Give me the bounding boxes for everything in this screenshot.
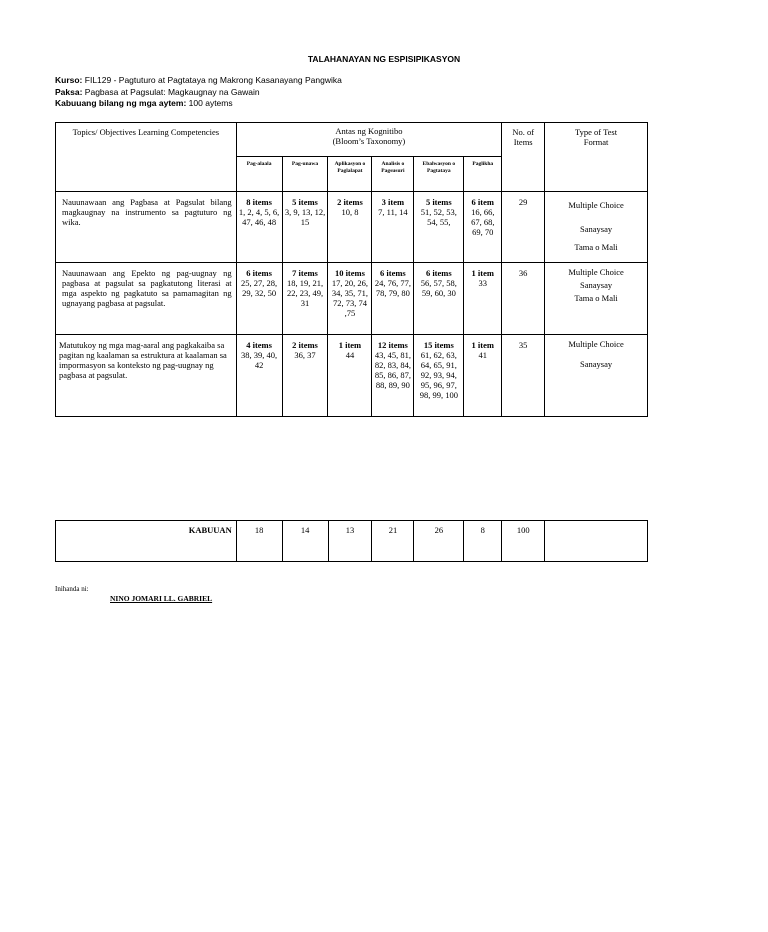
format-cell xyxy=(545,335,648,417)
total-value: 13 xyxy=(328,521,372,562)
item-count: 1 item xyxy=(471,268,494,278)
item-numbers: 43, 45, 81, 82, 83, 84, 85, 86, 87, 88, 89, 90 xyxy=(374,350,411,390)
paksa-value: Pagbasa at Pagsulat: Magkaugnay na Gawain xyxy=(84,86,260,97)
course-info xyxy=(55,75,342,110)
level-cell xyxy=(236,192,282,263)
item-count: 7 items xyxy=(292,268,318,278)
header-level: Paglikha xyxy=(464,157,502,192)
prepared-by-label: Inihanda ni: xyxy=(55,585,89,593)
item-count: 10 items xyxy=(334,268,365,278)
format-item: Sanaysay xyxy=(580,224,613,234)
paksa-label: Paksa: xyxy=(55,86,83,97)
specification-table xyxy=(55,122,648,417)
header-type xyxy=(545,123,648,192)
item-count: 6 items xyxy=(425,268,452,278)
format-item: Tama o Mali xyxy=(574,242,618,252)
item-numbers: 16, 66, 67, 68, 69, 70 xyxy=(471,207,495,237)
header-level: Pag-unawa xyxy=(282,157,328,192)
no-items-cell: 29 xyxy=(502,192,545,263)
kurso-label: Kurso: xyxy=(55,75,83,85)
header-level: Ebalwasyon o Pagtataya xyxy=(414,157,464,192)
item-numbers: 18, 19, 21, 22, 23, 49, 31 xyxy=(286,278,324,308)
header-type-line2: Format xyxy=(583,137,609,147)
item-count: 8 items xyxy=(246,197,272,207)
item-numbers: 1, 2, 4, 5, 6, 47, 46, 48 xyxy=(238,207,280,227)
item-count: 6 items xyxy=(380,268,406,278)
total-label: KABUUAN xyxy=(56,521,237,562)
header-no-items-line1: No. of xyxy=(512,127,535,137)
item-count: 6 items xyxy=(246,268,272,278)
level-cell xyxy=(236,335,282,417)
item-numbers: 25, 27, 28, 29, 32, 50 xyxy=(241,278,278,298)
level-cell xyxy=(464,192,502,263)
table-row xyxy=(56,192,648,263)
item-numbers: 44 xyxy=(345,350,355,360)
item-count: 6 item xyxy=(471,197,494,207)
header-level: Pag-alaala xyxy=(236,157,282,192)
item-numbers: 17, 20, 26, 34, 35, 71, 72, 73, 74 ,75 xyxy=(331,278,368,318)
topic-cell: Matutukoy ng mga mag-aaral ang pagkakaiba sa pagitan ng kaalaman sa estruktura at kaalaman sa impormasyon sa konteksto ng pag-uugnay ng pagbasa at pagsulat. xyxy=(56,335,237,417)
no-items-cell: 36 xyxy=(502,263,545,335)
item-numbers: 38, 39, 40, 42 xyxy=(241,350,278,370)
format-item: Sanaysay xyxy=(580,280,613,290)
paksa-line xyxy=(55,87,342,99)
item-numbers: 41 xyxy=(478,350,487,360)
item-numbers: 7, 11, 14 xyxy=(378,207,408,217)
total-value: 14 xyxy=(282,521,328,562)
kabuuan-line xyxy=(55,98,342,110)
item-numbers: 24, 76, 77, 78, 79, 80 xyxy=(374,278,411,298)
item-count: 1 item xyxy=(471,340,494,350)
level-cell xyxy=(414,263,464,335)
header-no-items-line2: Items xyxy=(513,137,533,147)
topic-cell: Nauunawaan ang Pagbasa at Pagsulat bilang magkaugnay na instrumento sa pagtuturo ng wika. xyxy=(56,192,237,263)
table-row xyxy=(56,335,648,417)
level-cell xyxy=(372,192,414,263)
total-format-empty xyxy=(545,521,648,562)
header-antas-line1: Antas ng Kognitibo xyxy=(335,126,403,136)
item-count: 2 items xyxy=(337,197,363,207)
document-title: TALAHANAYAN NG ESPISIPIKASYON xyxy=(307,54,461,64)
level-cell xyxy=(236,263,282,335)
level-cell xyxy=(464,263,502,335)
item-numbers: 10, 8 xyxy=(341,207,359,217)
item-numbers: 61, 62, 63, 64, 65, 91, 92, 93, 94, 95, 96, 97, 98, 99, 100 xyxy=(419,350,458,400)
item-numbers: 56, 57, 58, 59, 60, 30 xyxy=(420,278,457,298)
item-numbers: 51, 52, 53, 54, 55, xyxy=(420,207,457,227)
format-cell xyxy=(545,263,648,335)
item-numbers: 33 xyxy=(478,278,487,288)
level-cell xyxy=(372,263,414,335)
format-item: Tama o Mali xyxy=(574,293,618,303)
format-item: Sanaysay xyxy=(580,359,613,369)
level-cell xyxy=(414,192,464,263)
header-type-line1: Type of Test xyxy=(575,127,618,137)
header-antas-line2: (Bloom’s Taxonomy) xyxy=(332,136,406,146)
item-count: 5 items xyxy=(425,197,452,207)
item-numbers: 36, 37 xyxy=(294,350,316,360)
header-topics: Topics/ Objectives Learning Competencies xyxy=(56,123,237,192)
total-value: 26 xyxy=(414,521,464,562)
total-no-items: 100 xyxy=(502,521,545,562)
item-count: 3 item xyxy=(381,197,405,207)
format-item: Multiple Choice xyxy=(568,267,624,277)
level-cell xyxy=(328,192,372,263)
no-items-cell: 35 xyxy=(502,335,545,417)
level-cell xyxy=(282,263,328,335)
level-cell xyxy=(414,335,464,417)
total-row xyxy=(56,521,648,562)
kabuuan-value: 100 aytems xyxy=(188,98,233,108)
item-count: 5 items xyxy=(292,197,318,207)
header-level: Aplikasyon o Paglalapat xyxy=(328,157,372,192)
item-count: 4 items xyxy=(246,340,272,350)
topic-cell: Nauunawaan ang Epekto ng pag-uugnay ng pagbasa at pagsulat sa pagkatutong literasi at mga aspekto ng pagkatuto sa pamamagitan ng ugnayang pagbasa at pagsulat. xyxy=(56,263,237,335)
total-value: 21 xyxy=(372,521,414,562)
total-value: 8 xyxy=(464,521,502,562)
item-count: 15 items xyxy=(423,340,454,350)
item-count: 12 items xyxy=(377,340,408,350)
total-value: 18 xyxy=(236,521,282,562)
kurso-line xyxy=(55,75,342,87)
level-cell xyxy=(282,335,328,417)
table-row xyxy=(56,263,648,335)
level-cell xyxy=(282,192,328,263)
level-cell xyxy=(372,335,414,417)
kurso-value: FIL129 - Pagtuturo at Pagtataya ng Makrong Kasanayang Pangwika xyxy=(84,75,342,85)
header-level: Analisis o Pagsusuri xyxy=(372,157,414,192)
prepared-by-name: NINO JOMARI LL. GABRIEL xyxy=(110,594,213,603)
kabuuan-label: Kabuuang bilang ng mga aytem: xyxy=(55,98,187,108)
item-numbers: 3, 9, 13, 12, 15 xyxy=(284,207,326,227)
level-cell xyxy=(328,263,372,335)
item-count: 2 items xyxy=(292,340,318,350)
item-count: 1 item xyxy=(338,340,362,350)
header-antas xyxy=(236,123,502,157)
format-item: Multiple Choice xyxy=(568,339,624,349)
level-cell xyxy=(328,335,372,417)
format-cell xyxy=(545,192,648,263)
level-cell xyxy=(464,335,502,417)
format-item: Multiple Choice xyxy=(568,200,624,210)
header-row xyxy=(56,123,648,157)
total-table xyxy=(55,520,648,562)
header-no-items xyxy=(502,123,545,192)
